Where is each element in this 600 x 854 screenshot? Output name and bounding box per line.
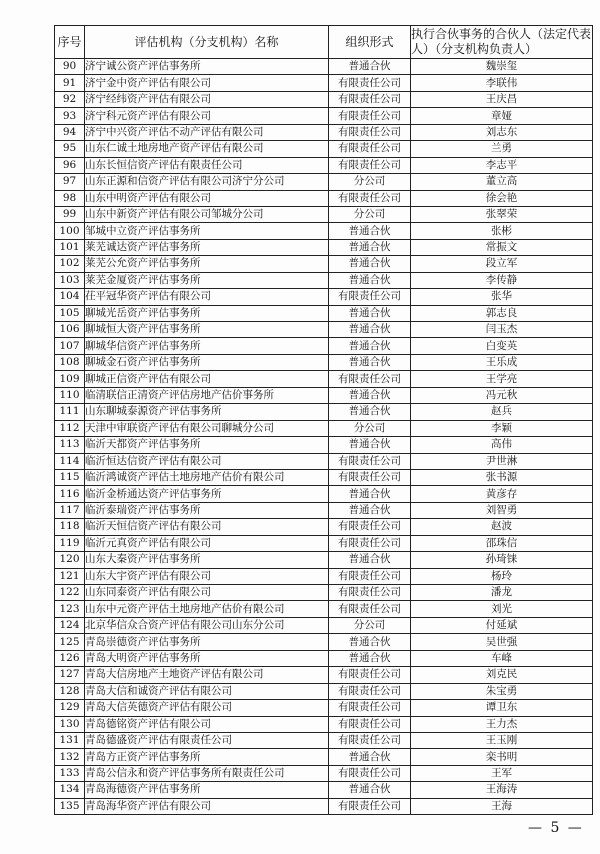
table-row [55,568,593,584]
row-organization-form: 有限责任公司 [329,91,411,107]
row-responsible-person: 郭志良 [411,305,593,321]
row-serial-number: 135 [55,798,85,814]
row-responsible-person: 王庆昌 [411,91,593,107]
table-row [55,206,593,222]
row-serial-number: 116 [55,486,85,502]
row-serial-number: 130 [55,716,85,732]
row-serial-number: 114 [55,453,85,469]
row-institution-name: 山东聊城泰源资产评估事务所 [85,404,329,420]
table-row [55,371,593,387]
row-responsible-person: 闫玉杰 [411,322,593,338]
row-serial-number: 90 [55,59,85,75]
row-serial-number: 93 [55,108,85,124]
row-organization-form: 普通合伙 [329,354,411,370]
row-serial-number: 113 [55,437,85,453]
row-institution-name: 山东中元资产评估土地房地产估价有限公司 [85,601,329,617]
table-row [55,519,593,535]
table-row [55,338,593,354]
header-organization-form: 组织形式 [329,26,411,59]
row-institution-name: 济宁经纬资产评估有限公司 [85,91,329,107]
row-serial-number: 101 [55,239,85,255]
row-responsible-person: 李传静 [411,272,593,288]
row-responsible-person: 王海 [411,798,593,814]
table-row [55,749,593,765]
row-serial-number: 111 [55,404,85,420]
row-institution-name: 山东大秦资产评估事务所 [85,552,329,568]
row-responsible-person: 尹世淋 [411,453,593,469]
row-institution-name: 青岛德铭资产评估有限公司 [85,716,329,732]
row-serial-number: 108 [55,354,85,370]
row-organization-form: 普通合伙 [329,634,411,650]
row-responsible-person: 李志平 [411,157,593,173]
table-row [55,765,593,781]
row-serial-number: 99 [55,206,85,222]
row-responsible-person: 王玉刚 [411,732,593,748]
table-row [55,174,593,190]
row-organization-form: 有限责任公司 [329,535,411,551]
row-institution-name: 青岛大明资产评估事务所 [85,650,329,666]
row-institution-name: 济宁中兴资产评估不动产评估有限公司 [85,124,329,140]
row-organization-form: 普通合伙 [329,552,411,568]
table-row [55,289,593,305]
table-row [55,305,593,321]
table-row [55,617,593,633]
row-serial-number: 104 [55,289,85,305]
row-responsible-person: 朱宝勇 [411,683,593,699]
row-serial-number: 132 [55,749,85,765]
row-serial-number: 105 [55,305,85,321]
row-institution-name: 青岛公信永和资产评估事务所有限责任公司 [85,765,329,781]
table-row [55,732,593,748]
row-organization-form: 有限责任公司 [329,568,411,584]
row-responsible-person: 王海涛 [411,782,593,798]
table-row [55,469,593,485]
table-row [55,354,593,370]
row-institution-name: 青岛大信和诚资产评估有限公司 [85,683,329,699]
table-row [55,239,593,255]
table-row [55,535,593,551]
row-organization-form: 普通合伙 [329,322,411,338]
row-serial-number: 129 [55,700,85,716]
row-responsible-person: 常振文 [411,239,593,255]
row-institution-name: 青岛海华资产评估有限公司 [85,798,329,814]
row-institution-name: 青岛大信房地产土地资产评估有限公司 [85,667,329,683]
table-row [55,634,593,650]
row-organization-form: 有限责任公司 [329,732,411,748]
row-serial-number: 119 [55,535,85,551]
row-responsible-person: 刘克民 [411,667,593,683]
table-row [55,59,593,75]
row-serial-number: 123 [55,601,85,617]
row-organization-form: 有限责任公司 [329,700,411,716]
table-row [55,190,593,206]
row-serial-number: 117 [55,502,85,518]
row-responsible-person: 段立军 [411,256,593,272]
row-serial-number: 122 [55,585,85,601]
table-row [55,716,593,732]
row-serial-number: 96 [55,157,85,173]
row-responsible-person: 章娅 [411,108,593,124]
row-responsible-person: 张华 [411,289,593,305]
row-organization-form: 有限责任公司 [329,667,411,683]
row-responsible-person: 兰勇 [411,141,593,157]
row-organization-form: 有限责任公司 [329,141,411,157]
table-row [55,223,593,239]
row-organization-form: 有限责任公司 [329,108,411,124]
row-institution-name: 聊城金石资产评估事务所 [85,354,329,370]
row-institution-name: 济宁诚公资产评估事务所 [85,59,329,75]
row-responsible-person: 杨玲 [411,568,593,584]
row-serial-number: 134 [55,782,85,798]
row-responsible-person: 张彬 [411,223,593,239]
row-responsible-person: 王乐成 [411,354,593,370]
table-row [55,552,593,568]
row-serial-number: 102 [55,256,85,272]
row-serial-number: 112 [55,420,85,436]
row-responsible-person: 高伟 [411,437,593,453]
row-institution-name: 山东长恒信资产评估有限责任公司 [85,157,329,173]
row-organization-form: 有限责任公司 [329,124,411,140]
row-responsible-person: 白变英 [411,338,593,354]
table-row [55,322,593,338]
row-responsible-person: 冯元秋 [411,387,593,403]
table-row [55,650,593,666]
table-row [55,502,593,518]
row-organization-form: 有限责任公司 [329,371,411,387]
row-organization-form: 分公司 [329,206,411,222]
row-responsible-person: 徐会艳 [411,190,593,206]
row-serial-number: 91 [55,75,85,91]
row-institution-name: 聊城恒大资产评估事务所 [85,322,329,338]
row-responsible-person: 刘光 [411,601,593,617]
table-row [55,700,593,716]
row-institution-name: 邹城中立资产评估事务所 [85,223,329,239]
row-organization-form: 有限责任公司 [329,519,411,535]
row-organization-form: 普通合伙 [329,782,411,798]
row-responsible-person: 赵兵 [411,404,593,420]
row-organization-form: 普通合伙 [329,387,411,403]
row-serial-number: 124 [55,617,85,633]
row-organization-form: 普通合伙 [329,223,411,239]
header-institution-name: 评估机构（分支机构）名称 [85,26,329,59]
appraisal-institution-table [54,25,593,815]
row-organization-form: 分公司 [329,420,411,436]
row-organization-form: 有限责任公司 [329,585,411,601]
row-institution-name: 莱芜诚达资产评估事务所 [85,239,329,255]
row-serial-number: 110 [55,387,85,403]
row-organization-form: 有限责任公司 [329,601,411,617]
row-institution-name: 青岛德盛资产评估有限责任公司 [85,732,329,748]
row-serial-number: 121 [55,568,85,584]
table-row [55,157,593,173]
row-serial-number: 133 [55,765,85,781]
row-responsible-person: 潘龙 [411,585,593,601]
row-responsible-person: 王军 [411,765,593,781]
row-organization-form: 普通合伙 [329,272,411,288]
row-institution-name: 山东仁诚土地房地产资产评估有限公司 [85,141,329,157]
row-organization-form: 有限责任公司 [329,75,411,91]
table-body [55,59,593,815]
row-institution-name: 临沂金桥通达资产评估事务所 [85,486,329,502]
row-serial-number: 94 [55,124,85,140]
row-responsible-person: 李颖 [411,420,593,436]
row-organization-form: 有限责任公司 [329,190,411,206]
row-serial-number: 126 [55,650,85,666]
row-serial-number: 100 [55,223,85,239]
row-responsible-person: 刘智勇 [411,502,593,518]
row-serial-number: 92 [55,91,85,107]
row-responsible-person: 孙琦铼 [411,552,593,568]
row-responsible-person: 王力杰 [411,716,593,732]
row-institution-name: 天津中审联资产评估有限公司聊城分公司 [85,420,329,436]
row-responsible-person: 栾书明 [411,749,593,765]
table-row [55,272,593,288]
row-institution-name: 济宁科元资产评估有限公司 [85,108,329,124]
row-institution-name: 聊城正信资产评估有限公司 [85,371,329,387]
table-header-row [55,26,593,59]
row-organization-form: 普通合伙 [329,239,411,255]
row-organization-form: 分公司 [329,617,411,633]
row-organization-form: 普通合伙 [329,502,411,518]
row-organization-form: 普通合伙 [329,404,411,420]
row-institution-name: 山东同泰资产评估有限公司 [85,585,329,601]
row-institution-name: 青岛崇德资产评估事务所 [85,634,329,650]
row-organization-form: 有限责任公司 [329,469,411,485]
page-number: — 5 — [528,820,584,836]
row-serial-number: 131 [55,732,85,748]
row-serial-number: 98 [55,190,85,206]
table-row [55,256,593,272]
row-organization-form: 有限责任公司 [329,765,411,781]
table-row [55,141,593,157]
row-responsible-person: 邵珠信 [411,535,593,551]
row-organization-form: 普通合伙 [329,486,411,502]
table-row [55,601,593,617]
table-row [55,75,593,91]
row-institution-name: 青岛大信英德资产评估有限公司 [85,700,329,716]
row-institution-name: 临沂恒达信资产评估有限公司 [85,453,329,469]
row-organization-form: 普通合伙 [329,650,411,666]
table-row [55,683,593,699]
row-responsible-person: 张翠荣 [411,206,593,222]
row-institution-name: 济宁金中资产评估有限公司 [85,75,329,91]
table-row [55,453,593,469]
row-institution-name: 临沂鸿诚资产评估土地房地产估价有限公司 [85,469,329,485]
row-responsible-person: 谭卫东 [411,700,593,716]
row-responsible-person: 董立高 [411,174,593,190]
row-responsible-person: 李联伟 [411,75,593,91]
header-responsible-person: 执行合伙事务的合伙人（法定代表人）（分支机构负责人） [411,26,593,59]
row-organization-form: 普通合伙 [329,437,411,453]
table-row [55,91,593,107]
row-institution-name: 莱芜金厦资产评估事务所 [85,272,329,288]
row-serial-number: 125 [55,634,85,650]
row-organization-form: 有限责任公司 [329,798,411,814]
row-organization-form: 有限责任公司 [329,683,411,699]
row-responsible-person: 王学亮 [411,371,593,387]
row-institution-name: 山东大宇资产评估有限公司 [85,568,329,584]
row-institution-name: 临清联信正清资产评估房地产估价事务所 [85,387,329,403]
row-organization-form: 有限责任公司 [329,289,411,305]
row-institution-name: 山东中新资产评估有限公司邹城分公司 [85,206,329,222]
row-institution-name: 北京华信众合资产评估有限公司山东分公司 [85,617,329,633]
header-serial-number: 序号 [55,26,85,59]
row-institution-name: 临沂天恒信资产评估有限公司 [85,519,329,535]
row-responsible-person: 吴世强 [411,634,593,650]
row-organization-form: 普通合伙 [329,338,411,354]
row-responsible-person: 张书源 [411,469,593,485]
table-row [55,782,593,798]
row-institution-name: 青岛海德资产评估事务所 [85,782,329,798]
table-row [55,420,593,436]
table-row [55,387,593,403]
row-organization-form: 普通合伙 [329,256,411,272]
table-row [55,486,593,502]
row-serial-number: 107 [55,338,85,354]
row-organization-form: 普通合伙 [329,59,411,75]
row-serial-number: 103 [55,272,85,288]
row-organization-form: 有限责任公司 [329,157,411,173]
row-responsible-person: 魏崇玺 [411,59,593,75]
row-organization-form: 普通合伙 [329,749,411,765]
row-institution-name: 山东中明资产评估有限公司 [85,190,329,206]
row-institution-name: 聊城华信资产评估事务所 [85,338,329,354]
row-institution-name: 临沂元真资产评估有限公司 [85,535,329,551]
row-serial-number: 127 [55,667,85,683]
row-responsible-person: 黄彦存 [411,486,593,502]
row-serial-number: 106 [55,322,85,338]
row-responsible-person: 刘志东 [411,124,593,140]
row-institution-name: 莱芜公允资产评估事务所 [85,256,329,272]
table-row [55,404,593,420]
row-institution-name: 聊城光岳资产评估事务所 [85,305,329,321]
row-serial-number: 120 [55,552,85,568]
row-serial-number: 115 [55,469,85,485]
row-serial-number: 95 [55,141,85,157]
row-responsible-person: 车峰 [411,650,593,666]
row-institution-name: 临沂泰瑞资产评估事务所 [85,502,329,518]
table-row [55,585,593,601]
row-institution-name: 山东正源和信资产评估有限公司济宁分公司 [85,174,329,190]
row-organization-form: 分公司 [329,174,411,190]
table-row [55,437,593,453]
table-row [55,667,593,683]
table-row [55,124,593,140]
row-institution-name: 临沂天都资产评估事务所 [85,437,329,453]
row-institution-name: 青岛方正资产评估事务所 [85,749,329,765]
row-institution-name: 茌平冠华资产评估有限公司 [85,289,329,305]
row-serial-number: 97 [55,174,85,190]
row-responsible-person: 赵波 [411,519,593,535]
row-responsible-person: 付延斌 [411,617,593,633]
row-organization-form: 有限责任公司 [329,716,411,732]
row-serial-number: 118 [55,519,85,535]
row-organization-form: 有限责任公司 [329,453,411,469]
row-organization-form: 普通合伙 [329,305,411,321]
row-serial-number: 128 [55,683,85,699]
table-row [55,108,593,124]
row-serial-number: 109 [55,371,85,387]
table-row [55,798,593,814]
